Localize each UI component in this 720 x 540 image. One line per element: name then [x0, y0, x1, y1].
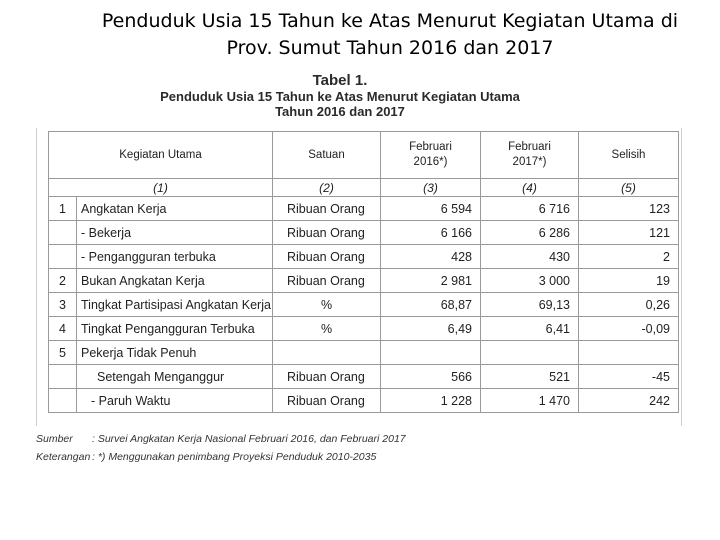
index-cell: (1)	[49, 179, 273, 197]
row-kegiatan: Pekerja Tidak Penuh	[77, 341, 273, 365]
row-selisih: -0,09	[579, 317, 679, 341]
table-row	[49, 317, 679, 341]
row-satuan: %	[273, 317, 381, 341]
table-caption-years: Tahun 2016 dan 2017	[275, 104, 405, 119]
row-satuan: Ribuan Orang	[273, 389, 381, 413]
row-satuan: Ribuan Orang	[273, 269, 381, 293]
row-feb2017: 3 000	[481, 269, 579, 293]
row-feb2017: 69,13	[481, 293, 579, 317]
row-satuan: Ribuan Orang	[273, 245, 381, 269]
row-number: 5	[49, 341, 77, 365]
header-kegiatan: Kegiatan Utama	[49, 132, 273, 179]
table-header-row	[49, 132, 679, 179]
table-caption-title: Penduduk Usia 15 Tahun ke Atas Menurut Kegiatan Utama	[160, 89, 520, 104]
index-cell: (5)	[579, 179, 679, 197]
row-feb2016: 6 166	[381, 221, 481, 245]
row-satuan: %	[273, 293, 381, 317]
row-satuan	[273, 341, 381, 365]
table-row	[49, 341, 679, 365]
row-kegiatan: - Paruh Waktu	[77, 389, 273, 413]
row-feb2017: 6 286	[481, 221, 579, 245]
row-feb2016: 2 981	[381, 269, 481, 293]
row-selisih: 242	[579, 389, 679, 413]
header-feb2016	[381, 132, 481, 179]
row-kegiatan: Angkatan Kerja	[77, 197, 273, 221]
row-selisih: 0,26	[579, 293, 679, 317]
row-selisih: 2	[579, 245, 679, 269]
row-number	[49, 221, 77, 245]
table-row	[49, 221, 679, 245]
index-cell: (3)	[381, 179, 481, 197]
row-feb2017: 521	[481, 365, 579, 389]
index-cell: (4)	[481, 179, 579, 197]
row-satuan: Ribuan Orang	[273, 221, 381, 245]
row-feb2016: 68,87	[381, 293, 481, 317]
row-number: 3	[49, 293, 77, 317]
row-feb2016: 1 228	[381, 389, 481, 413]
footnote-source-text: : Survei Angkatan Kerja Nasional Februari 2016, dan Februari 2017	[92, 433, 406, 445]
footnote-note	[36, 448, 406, 466]
row-selisih: 123	[579, 197, 679, 221]
footnote-note-label: Keterangan	[36, 451, 91, 463]
row-number: 4	[49, 317, 77, 341]
table-row	[49, 197, 679, 221]
row-kegiatan: - Bekerja	[77, 221, 273, 245]
row-feb2016	[381, 341, 481, 365]
row-selisih	[579, 341, 679, 365]
row-feb2017: 6,41	[481, 317, 579, 341]
row-feb2017	[481, 341, 579, 365]
header-feb2016-line2: 2016*)	[413, 156, 448, 168]
header-feb2016-line1: Februari	[409, 141, 452, 153]
row-selisih: -45	[579, 365, 679, 389]
row-kegiatan: Tingkat Partisipasi Angkatan Kerja	[77, 293, 273, 317]
row-kegiatan: Setengah Menganggur	[77, 365, 273, 389]
table-row	[49, 269, 679, 293]
index-cell: (2)	[273, 179, 381, 197]
header-feb2017	[481, 132, 579, 179]
row-feb2016: 566	[381, 365, 481, 389]
data-table	[48, 131, 679, 413]
header-selisih: Selisih	[579, 132, 679, 179]
row-feb2016: 428	[381, 245, 481, 269]
table-caption-number: Tabel 1.	[312, 72, 368, 89]
header-satuan: Satuan	[273, 132, 381, 179]
row-selisih: 19	[579, 269, 679, 293]
row-satuan: Ribuan Orang	[273, 197, 381, 221]
row-selisih: 121	[579, 221, 679, 245]
row-kegiatan: Tingkat Pengangguran Terbuka	[77, 317, 273, 341]
table-frame	[36, 128, 682, 426]
header-feb2017-line1: Februari	[508, 141, 551, 153]
row-number: 2	[49, 269, 77, 293]
row-feb2017: 1 470	[481, 389, 579, 413]
row-number	[49, 245, 77, 269]
slide-title-line1: Penduduk Usia 15 Tahun ke Atas Menurut Kegiatan Utama di	[101, 10, 679, 32]
footnote-source-label: Sumber	[36, 433, 73, 445]
header-feb2017-line2: 2017*)	[512, 156, 547, 168]
row-kegiatan: Bukan Angkatan Kerja	[77, 269, 273, 293]
slide-title	[0, 8, 720, 62]
row-kegiatan: - Pengangguran terbuka	[77, 245, 273, 269]
row-satuan: Ribuan Orang	[273, 365, 381, 389]
row-feb2017: 430	[481, 245, 579, 269]
footnote-note-text: : *) Menggunakan penimbang Proyeksi Penduduk 2010-2035	[92, 451, 377, 463]
row-number	[49, 365, 77, 389]
table-row	[49, 245, 679, 269]
table-row	[49, 365, 679, 389]
footnotes	[36, 430, 406, 466]
slide-title-line2: Prov. Sumut Tahun 2016 dan 2017	[226, 37, 554, 59]
table-row	[49, 293, 679, 317]
row-number	[49, 389, 77, 413]
table-caption	[60, 72, 620, 119]
row-feb2016: 6,49	[381, 317, 481, 341]
row-feb2017: 6 716	[481, 197, 579, 221]
row-feb2016: 6 594	[381, 197, 481, 221]
table-row	[49, 389, 679, 413]
footnote-source	[36, 430, 406, 448]
table-index-row	[49, 179, 679, 197]
row-number: 1	[49, 197, 77, 221]
